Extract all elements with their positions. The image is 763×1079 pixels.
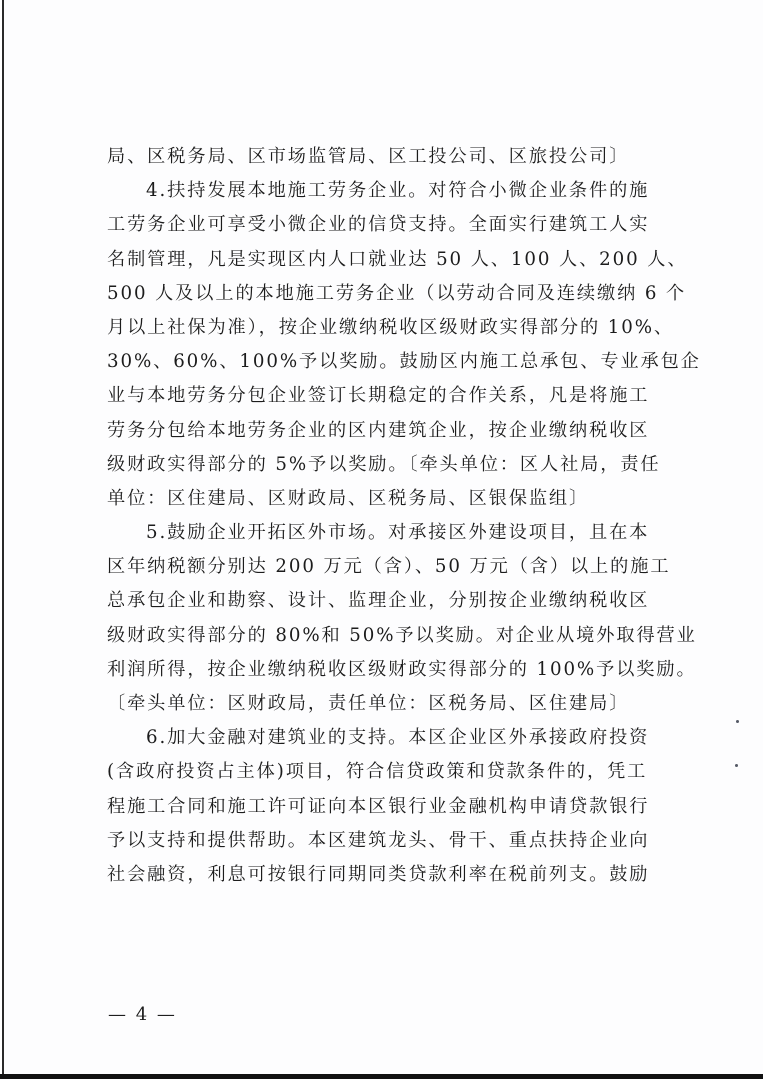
text-line: 级财政实得部分的 5%予以奖励。〔牵头单位：区人社局，责任	[107, 453, 661, 475]
text-line: 工劳务企业可享受小微企业的信贷支持。全面实行建筑工人实	[107, 214, 650, 236]
text-line: 总承包企业和勘察、设计、监理企业，分别按企业缴纳税收区	[107, 590, 650, 612]
text-line: 名制管理，凡是实现区内人口就业达 50 人、100 人、200 人、	[107, 248, 688, 270]
text-line: 利润所得，按企业缴纳税收区级财政实得部分的 100%予以奖励。	[107, 658, 697, 680]
text-line: 区年纳税额分别达 200 万元（含）、50 万元（含）以上的施工	[107, 556, 671, 578]
text-line: 级财政实得部分的 80%和 50%予以奖励。对企业从境外取得营业	[107, 624, 697, 646]
scan-speck	[735, 764, 738, 767]
section-5-heading-line: 5.鼓励企业开拓区外市场。对承接区外建设项目，且在本	[146, 522, 650, 544]
text-line: 〔牵头单位：区财政局，责任单位：区税务局、区住建局〕	[107, 693, 630, 714]
section-4-heading-line: 4.扶持发展本地施工劳务企业。对符合小微企业条件的施	[146, 180, 650, 202]
text-line: 30%、60%、100%予以奖励。鼓励区内施工总承包、专业承包企	[107, 351, 701, 373]
text-line: 月以上社保为准），按企业缴纳税收区级财政实得部分的 10%、	[107, 316, 674, 338]
text-line: 局、区税务局、区市场监管局、区工投公司、区旅投公司〕	[107, 146, 630, 167]
scan-bottom-edge	[0, 1074, 763, 1079]
document-page	[2, 0, 763, 1074]
text-line: 业与本地劳务分包企业签订长期稳定的合作关系，凡是将施工	[107, 385, 650, 407]
text-line: 社会融资，利息可按银行同期同类贷款利率在税前列支。鼓励	[107, 863, 650, 885]
text-line: 程施工合同和施工许可证向本区银行业金融机构申请贷款银行	[107, 795, 650, 817]
text-line: (含政府投资占主体)项目，符合信贷政策和贷款条件的，凭工	[107, 761, 648, 783]
page-number: — 4 —	[108, 1004, 177, 1025]
text-line: 劳务分包给本地劳务企业的区内建筑企业，按企业缴纳税收区	[107, 419, 650, 441]
text-line: 予以支持和提供帮助。本区建筑龙头、骨干、重点扶持企业向	[107, 829, 650, 851]
text-line: 500 人及以上的本地施工劳务企业（以劳动合同及连续缴纳 6 个	[107, 282, 687, 304]
document-body	[107, 140, 701, 892]
text-line: 单位：区住建局、区财政局、区税务局、区银保监组〕	[107, 487, 590, 509]
scan-speck	[736, 720, 739, 723]
section-6-heading-line: 6.加大金融对建筑业的支持。本区企业区外承接政府投资	[146, 727, 650, 749]
